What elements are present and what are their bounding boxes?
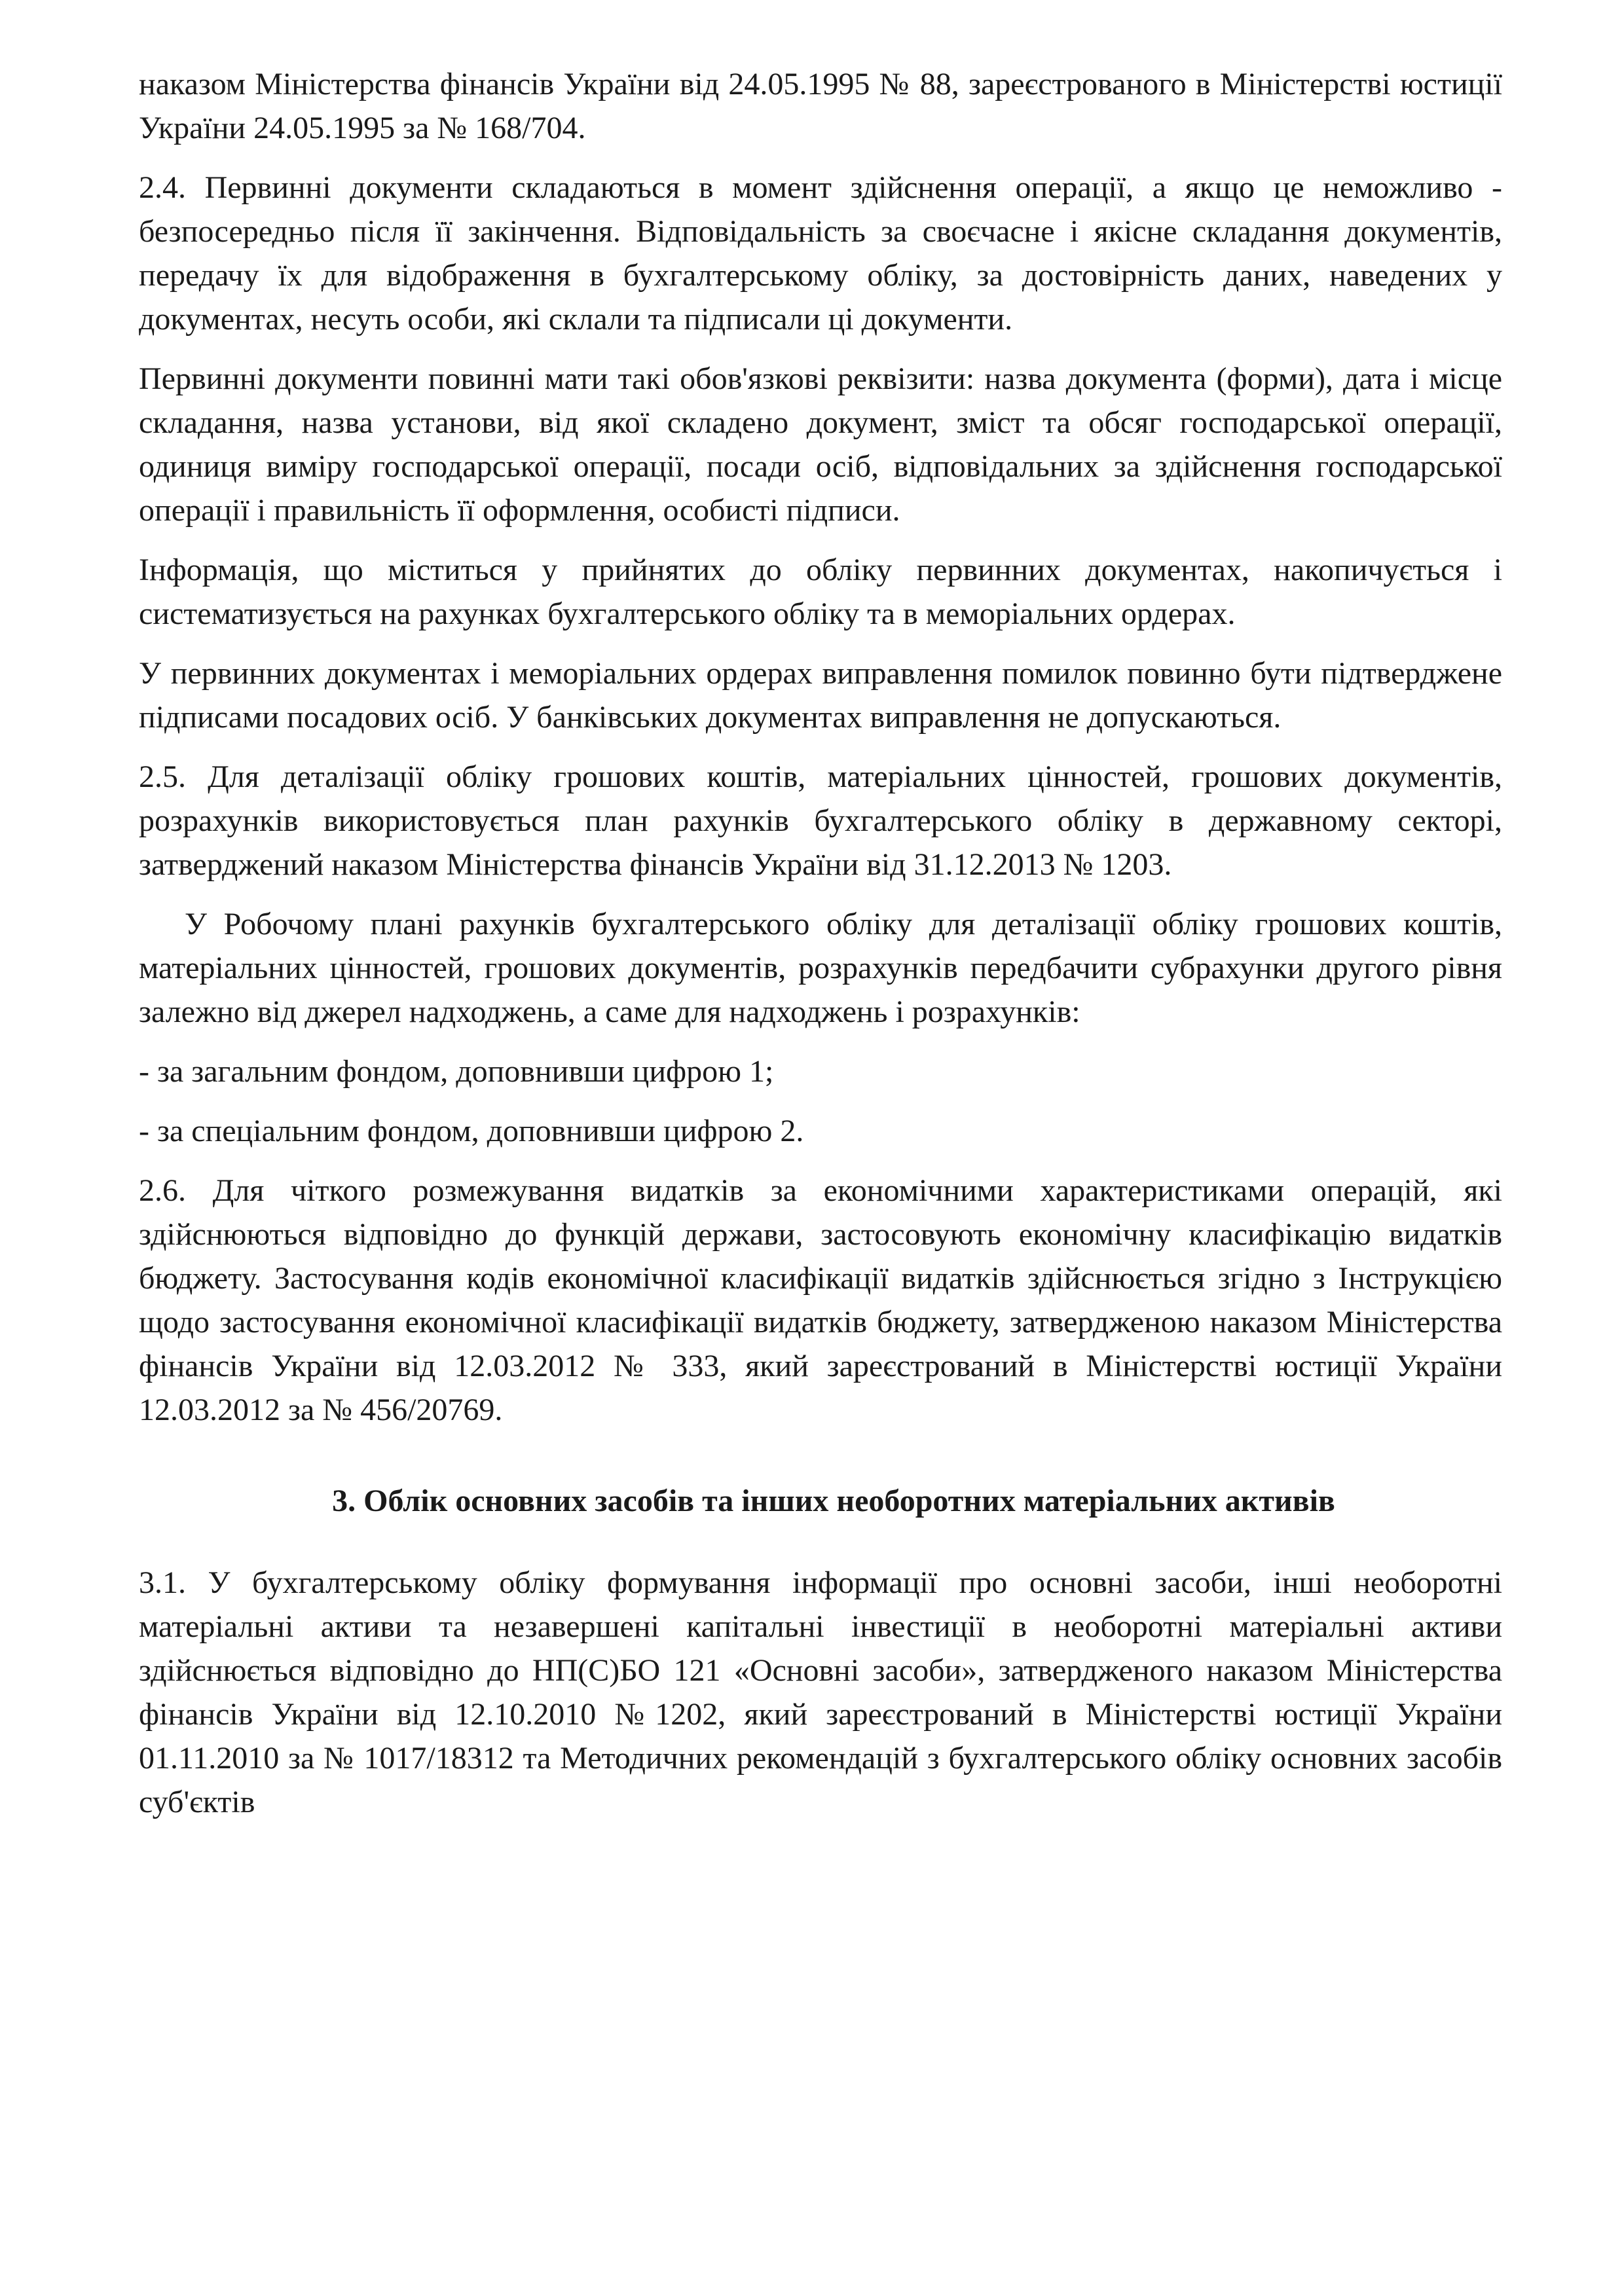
paragraph-working-plan: У Робочому плані рахунків бухгалтерського обліку для деталізації обліку грошових коштів, матеріальних цінностей, грошових документів, розрахунків передбачити субрахунки другого рівня залежно від джерел надходжень, а саме для надходжень і розрахунків: <box>139 907 1502 1029</box>
paragraph-information-accumulation: Інформація, що міститься у прийнятих до обліку первинних документах, накопичується і систематизується на рахунках бухгалтерського обліку та в меморіальних ордерах. <box>139 553 1502 631</box>
section-3-heading: 3. Облік основних засобів та інших необоротних матеріальних активів <box>332 1484 1335 1518</box>
document-page <box>139 62 1502 1840</box>
paragraph-2-4: 2.4. Первинні документи складаються в момент здійснення операції, а якщо це неможливо - безпосередньо після її закінчення. Відповідальність за своєчасне і якісне складання документів, передачу їх для відображення в бухгалтерському обліку, за достовірність даних, наведених у документах, несуть особи, які склали та підписали ці документи. <box>139 170 1502 337</box>
paragraph-order-reference: наказом Міністерства фінансів України від 24.05.1995 № 88, зареєстрованого в Міністерстві юстиції України 24.05.1995 за № 168/704. <box>139 67 1502 145</box>
paragraph-required-details: Первинні документи повинні мати такі обов'язкові реквізити: назва документа (форми), дата і місце складання, назва установи, від якої складено документ, зміст та обсяг господарської операції, одиниця виміру господарської операції, посади осіб, відповідальних за здійснення господарської операції і правильність її оформлення, особисті підписи. <box>139 361 1502 528</box>
paragraph-2-6: 2.6. Для чіткого розмежування видатків за економічними характеристиками операцій, які здійснюються відповідно до функцій держави, застосовують економічну класифікацію видатків бюджету. Застосування кодів економічної класифікації видатків здійснюється згідно з Інструкцією щодо застосування економічної класифікації видатків бюджету, затвердженою наказом Міністерства фінансів України від 12.03.2012 № 333, який зареєстрований в Міністерстві юстиції України 12.03.2012 за № 456/20769. <box>139 1173 1502 1427</box>
paragraph-2-5: 2.5. Для деталізації обліку грошових коштів, матеріальних цінностей, грошових документів, розрахунків використовується план рахунків бухгалтерського обліку в державному секторі, затверджений наказом Міністерства фінансів України від 31.12.2013 № 1203. <box>139 759 1502 882</box>
list-item-special-fund: - за спеціальним фондом, доповнивши цифрою 2. <box>139 1114 804 1148</box>
paragraph-3-1: 3.1. У бухгалтерському обліку формування інформації про основні засоби, інші необоротні матеріальні активи та незавершені капітальні інвестиції в необоротні матеріальні активи здійснюється відповідно до НП(С)БО 121 «Основні засоби», затвердженого наказом Міністерства фінансів України від 12.10.2010 №1202, який зареєстрований в Міністерстві юстиції України 01.11.2010 за № 1017/18312 та Методичних рекомендацій з бухгалтерського обліку основних засобів суб'єктів <box>139 1565 1502 1819</box>
paragraph-corrections: У первинних документах і меморіальних ордерах виправлення помилок повинно бути підтверджене підписами посадових осіб. У банківських документах виправлення не допускаються. <box>139 656 1502 735</box>
list-item-general-fund: - за загальним фондом, доповнивши цифрою 1; <box>139 1054 774 1089</box>
